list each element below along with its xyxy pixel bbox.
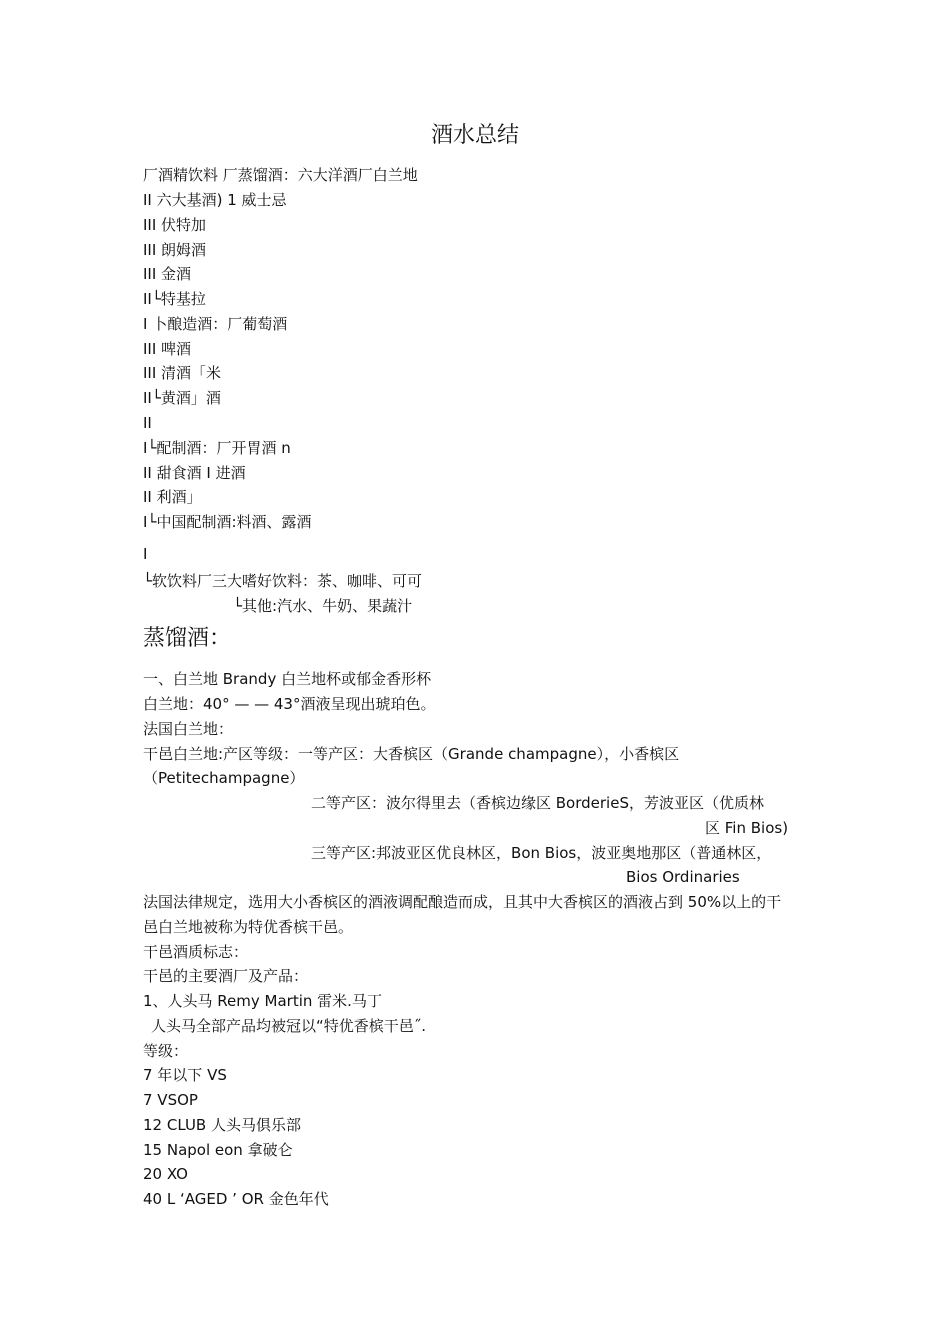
body-line: 干邑酒质标志： (143, 943, 249, 961)
body-line: （Petitechampagne） (143, 769, 305, 787)
document-title: 酒水总结 (430, 123, 519, 148)
body-line: 1、人头马 Remy Martin 雷米.马丁 (143, 992, 382, 1010)
body-line: 一、白兰地 Brandy 白兰地杯或郁金香形杯 (143, 670, 432, 688)
outline-line: II (143, 414, 152, 432)
outline-line: II 甜食酒 I 进酒 (143, 464, 246, 482)
outline-line: II└黄酒」酒 (143, 389, 221, 407)
body-line: 15 Napol eon 拿破仑 (143, 1141, 293, 1159)
body-line: Bios Ordinaries (626, 868, 740, 886)
outline-line: I (143, 545, 148, 563)
body-line: 12 CLUB 人头马俱乐部 (143, 1116, 301, 1134)
body-line: 区 Fin Bios) (705, 819, 789, 837)
body-line: 干邑的主要酒厂及产品： (143, 967, 309, 985)
outline-line: III 朗姆酒 (143, 241, 207, 259)
body-line: 白兰地：40° — — 43°酒液呈现出琥珀色。 (143, 695, 436, 713)
body-line: 法国白兰地： (143, 720, 234, 738)
outline-line: I 卜酿造酒：厂葡萄酒 (143, 315, 288, 333)
outline-line: III 伏特加 (143, 216, 207, 234)
body-line: 三等产区:邦波亚区优良林区，Bon Bios，波亚奥地那区（普通林区， (311, 844, 772, 862)
outline-line: III 啤酒 (143, 340, 192, 358)
body-line: 人头马全部产品均被冠以“特优香槟干邑˝. (151, 1017, 427, 1035)
outline-line: III 清酒「米 (143, 364, 222, 382)
outline-line: 厂酒精饮料 厂蒸馏酒：六大洋酒厂白兰地 (143, 166, 418, 184)
body-line: 邑白兰地被称为特优香槟干邑。 (143, 918, 354, 936)
outline-line: └其他:汽水、牛奶、果蔬汁 (233, 597, 413, 615)
section-heading: 蒸馏酒： (143, 626, 232, 651)
outline-line: II 利酒」 (143, 488, 202, 506)
body-line: 干邑白兰地:产区等级：一等产区：大香槟区（Grande champagne），小香槟区 (143, 745, 680, 763)
body-line: 法国法律规定，选用大小香槟区的酒液调配酿造而成，且其中大香槟区的酒液占到 50%以上的干 (143, 893, 782, 911)
outline-line: └软饮料厂三大嗜好饮料：茶、咖啡、可可 (143, 572, 423, 590)
outline-line: II└特基拉 (143, 290, 206, 308)
body-line: 二等产区：波尔得里去（香槟边缘区 BorderieS，芳波亚区（优质林 (311, 794, 764, 812)
body-line: 7 VSOP (143, 1091, 198, 1109)
body-line: 20 XO (143, 1165, 188, 1183)
body-line: 等级： (143, 1042, 189, 1060)
body-line: 40 L ‘AGED ’ OR 金色年代 (143, 1190, 329, 1208)
outline-line: I└中国配制酒:料酒、露酒 (143, 513, 312, 531)
outline-line: III 金酒 (143, 265, 192, 283)
outline-line: II 六大基酒) 1 威士忌 (143, 191, 287, 209)
outline-line: I└配制酒：厂开胃酒 n (143, 439, 291, 457)
body-line: 7 年以下 VS (143, 1066, 227, 1084)
